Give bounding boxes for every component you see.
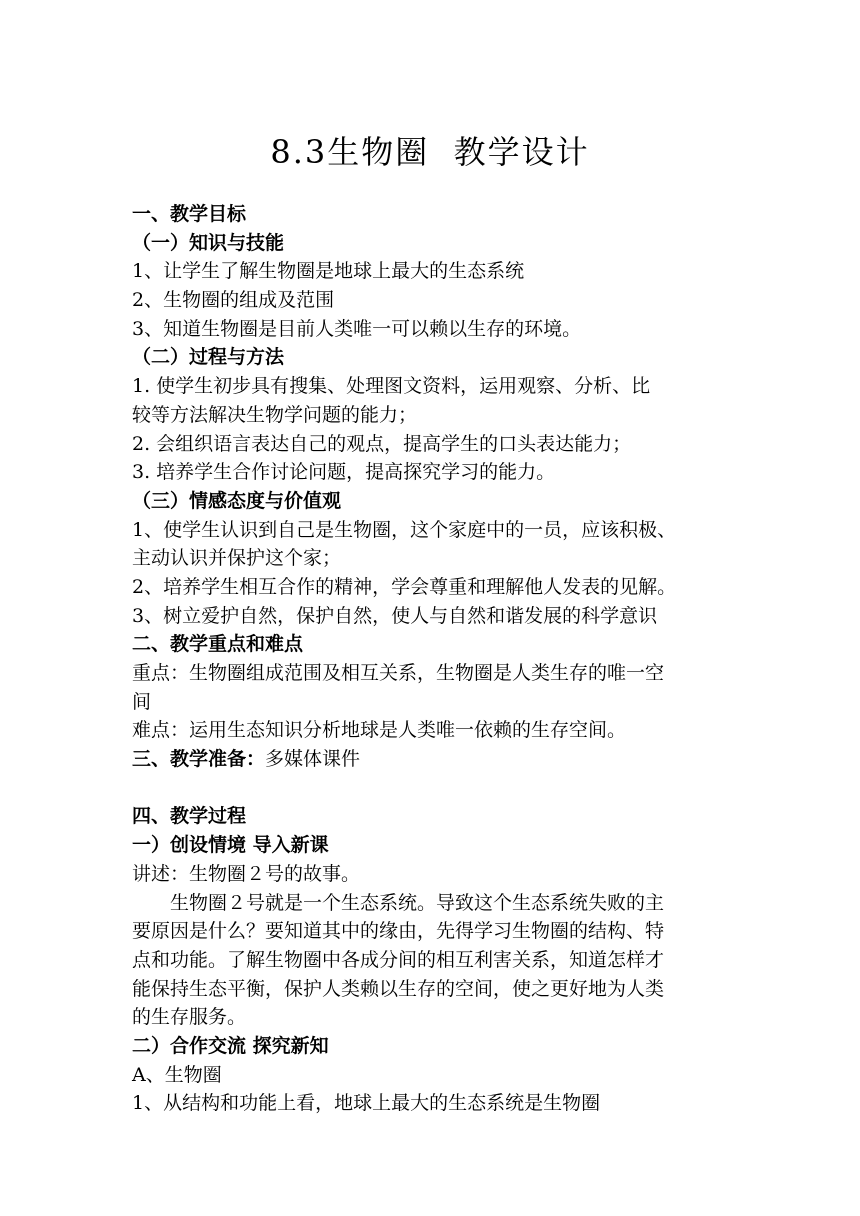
knowledge-item: 3、知道生物圈是目前人类唯一可以赖以生存的环境。 xyxy=(132,317,582,340)
introduction-statement: 讲述：生物圈２号的故事。 xyxy=(132,862,361,885)
section-heading-objectives: 一、教学目标 xyxy=(132,203,247,225)
section-heading-key-points: 二、教学重点和难点 xyxy=(132,633,304,656)
section-heading-preparation: 三、教学准备： xyxy=(132,748,266,771)
key-point-line: 间 xyxy=(132,690,152,713)
part-heading-exploration: 二）合作交流 探究新知 xyxy=(132,1034,329,1057)
preparation-value: 多媒体课件 xyxy=(265,748,361,771)
section-preparation xyxy=(132,745,732,774)
attitude-line: 主动认识并保护这个家； xyxy=(132,547,342,570)
introduction-paragraph-line: 要原因是什么？要知道其中的缘由，先得学习生物圈的结构、特 xyxy=(132,920,665,943)
introduction-paragraph-line: 点和功能。了解生物圈中各成分间的相互利害关系，知道怎样才 xyxy=(132,948,665,971)
document-body xyxy=(132,200,732,1118)
knowledge-item: 1、让学生了解生物圈是地球上最大的生态系统 xyxy=(132,260,525,283)
introduction-paragraph-line: 生物圈２号就是一个生态系统。导致这个生态系统失败的主 xyxy=(170,891,665,914)
process-line: 1. 使学生初步具有搜集、处理图文资料，运用观察、分析、比 xyxy=(132,375,651,398)
attitude-line: 1、使学生认识到自己是生物圈，这个家庭中的一员，应该积极、 xyxy=(132,518,677,541)
section-heading-process-steps: 四、教学过程 xyxy=(132,805,247,828)
exploration-line: A、生物圈 xyxy=(132,1063,222,1086)
exploration-line: 1、从结构和功能上看，地球上最大的生态系统是生物圈 xyxy=(132,1092,601,1115)
introduction-paragraph-line: 的生存服务。 xyxy=(132,1006,247,1029)
process-line: 较等方法解决生物学问题的能力； xyxy=(132,403,418,426)
subsection-heading-process: （二）过程与方法 xyxy=(132,346,285,369)
process-line: 3. 培养学生合作讨论问题，提高探究学习的能力。 xyxy=(132,461,556,484)
part-heading-introduction: 一）创设情境 导入新课 xyxy=(132,834,329,857)
introduction-paragraph-line: 能保持生态平衡，保护人类赖以生存的空间，使之更好地为人类 xyxy=(132,977,665,1000)
key-point-line: 重点：生物圈组成范围及相互关系，生物圈是人类生存的唯一空 xyxy=(132,662,665,684)
key-point-line: 难点：运用生态知识分析地球是人类唯一依赖的生存空间。 xyxy=(132,719,627,742)
attitude-line: 2、培养学生相互合作的精神，学会尊重和理解他人发表的见解。 xyxy=(132,575,677,598)
process-line: 2. 会组织语言表达自己的观点，提高学生的口头表达能力； xyxy=(132,432,632,455)
subsection-heading-attitude: （三）情感态度与价值观 xyxy=(132,489,342,512)
attitude-line: 3、树立爱护自然，保护自然，使人与自然和谐发展的科学意识 xyxy=(132,604,658,627)
document-title: 8.3生物圈 教学设计 xyxy=(270,133,590,171)
knowledge-item: 2、生物圈的组成及范围 xyxy=(132,289,335,312)
subsection-heading-knowledge: （一）知识与技能 xyxy=(132,231,285,254)
blank-line xyxy=(132,774,732,803)
